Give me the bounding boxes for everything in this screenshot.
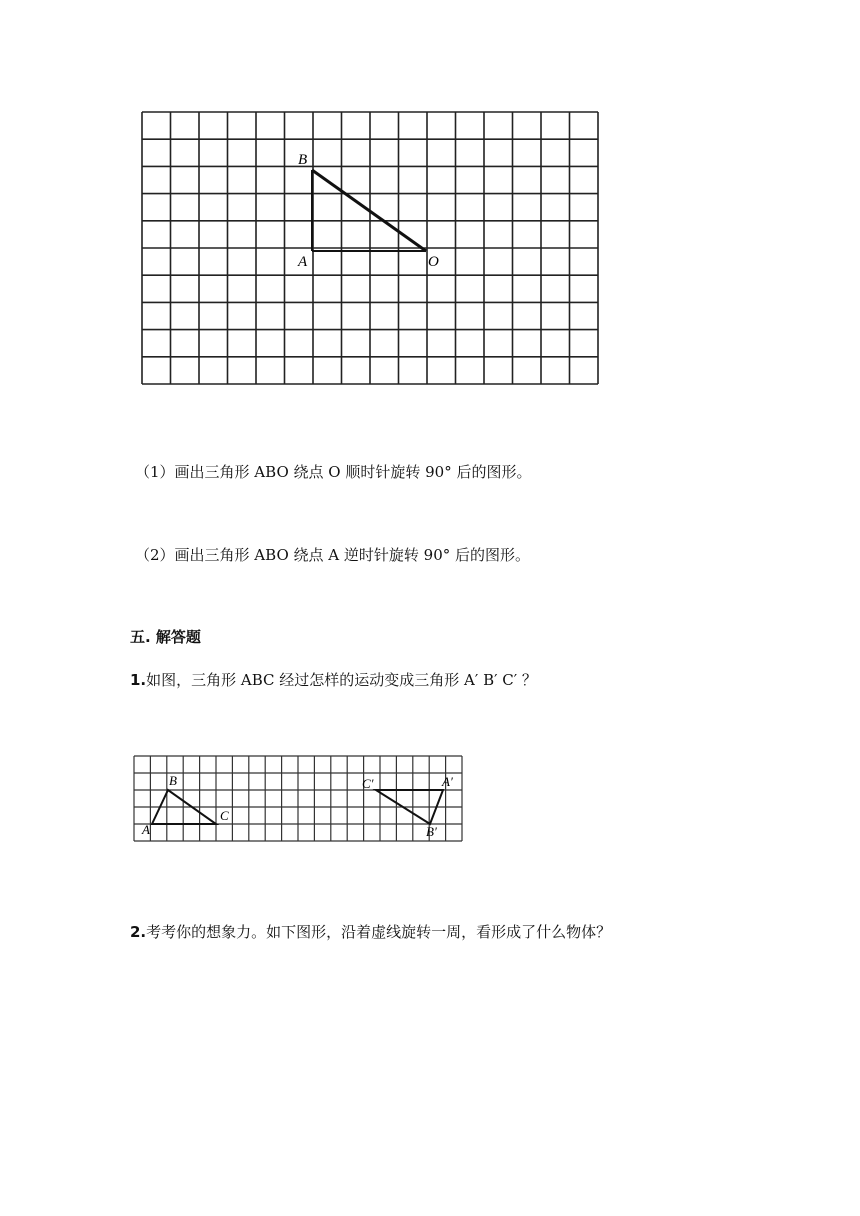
question-1-text: 如图，三角形 ABC 经过怎样的运动变成三角形 A′ B′ C′ ？ (146, 671, 537, 689)
triangle-side-bo (312, 170, 426, 251)
point-label-b-prime: B′ (426, 824, 437, 839)
point-label-b: B (298, 152, 308, 168)
question-2-number: 2. (130, 923, 147, 941)
point-label-a: A (142, 822, 150, 837)
grid-figure-abc (128, 752, 468, 862)
grid-figure-abo (130, 100, 620, 400)
instruction-1: （1）画出三角形 ABO 绕点 O 顺时针旋转 90° 后的图形。 (135, 463, 532, 481)
question-2-text: 考考你的想象力。如下图形，沿着虚线旋转一周，看形成了什么物体？ (146, 923, 612, 941)
point-label-a-prime: A′ (442, 774, 453, 789)
point-label-a: A (298, 254, 308, 270)
question-2 (130, 922, 611, 942)
point-label-o: O (428, 254, 439, 270)
question-1-number: 1. (130, 671, 147, 689)
section-title: 五. 解答题 (130, 628, 201, 646)
instruction-2: （2）画出三角形 ABO 绕点 A 逆时针旋转 90° 后的图形。 (135, 546, 531, 564)
point-label-c-prime: C′ (362, 776, 374, 791)
point-label-c: C (220, 808, 229, 823)
point-label-b: B (169, 773, 177, 788)
question-1 (130, 670, 537, 690)
grid-lines (142, 112, 598, 384)
grid-lines (134, 756, 462, 841)
